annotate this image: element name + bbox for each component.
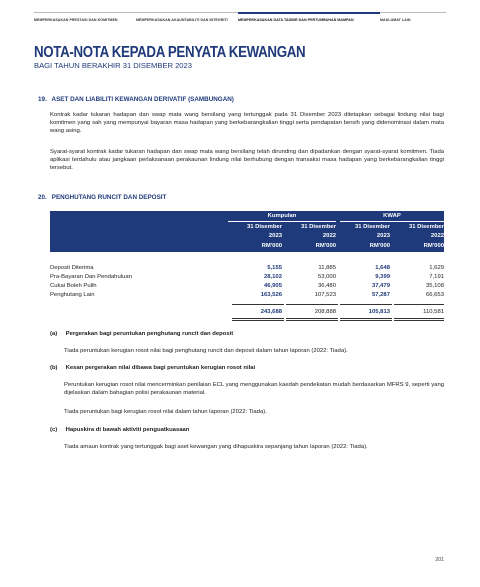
column-header-line: 31 Disember bbox=[354, 224, 390, 230]
column-header-line: 31 Disember bbox=[300, 224, 336, 230]
column-header-line: 2023 bbox=[268, 233, 282, 240]
nav-item-data-tadbir[interactable]: MEMPERKASAKAN DATA TADBIR DAN PERTUMBUHAN MAMPAN bbox=[238, 12, 380, 22]
column-header-line: RM'000 bbox=[261, 242, 282, 249]
subsection-b-title: Kesan pergerakan nilai dibawa bagi peruntukan kerugian rosot nilai bbox=[65, 365, 256, 371]
subsection-b-heading bbox=[50, 365, 255, 371]
section-19-heading bbox=[38, 96, 234, 103]
subsection-c-letter: (c) bbox=[50, 427, 58, 433]
nav-item-akauntabiliti[interactable]: MEMPERKASAKAN AKAUNTABILITI DAN INTEGRITI bbox=[136, 12, 238, 22]
table-row bbox=[50, 274, 444, 283]
subsection-a-letter: (a) bbox=[50, 331, 58, 337]
row-label: Pra-Bayaran Dan Pendahuluan bbox=[50, 274, 132, 280]
total-rule-top bbox=[232, 304, 284, 305]
subsection-c-paragraph: Tiada amaun kontrak yang tertunggak bagi aset kewangan yang dihapuskira sepanjang tahun laporan (2022: Tiada). bbox=[64, 444, 368, 450]
subsection-a-heading bbox=[50, 331, 233, 337]
page-number: 201 bbox=[435, 557, 444, 563]
section-20-number: 20. bbox=[38, 194, 47, 201]
total-rule-bottom bbox=[232, 320, 284, 321]
table-cell: 66,653 bbox=[425, 292, 444, 298]
table-cell: 1,648 bbox=[375, 265, 390, 271]
table-cell: 7,191 bbox=[429, 274, 444, 280]
group-rule-kumpulan bbox=[228, 221, 336, 222]
section-20-title: PENGHUTANG RUNCIT DAN DEPOSIT bbox=[51, 194, 167, 201]
section-19-number: 19. bbox=[38, 96, 47, 103]
section-19-title: ASET DAN LIABILITI KEWANGAN DERIVATIF (SAMBUNGAN) bbox=[51, 96, 234, 103]
table-cell: 163,526 bbox=[260, 292, 282, 298]
section-19-paragraph-2: Syarat-syarat kontrak kadar tukaran hadapan dan swap mata wang bersilang telah dirunding dan dipadankan dengan syarat-syarat komitmen. Tiada aplikasi terdahulu atau jangkaan perlaksanaan perakaunan lindung nilai berhubung dengan transaksi masa hadapan yang berkebarangkalian tinggi tersebut. bbox=[50, 149, 444, 171]
row-label: Deposit Diterima bbox=[50, 265, 94, 271]
column-header-line: 31 Disember bbox=[408, 224, 444, 230]
column-header-line: 31 Disember bbox=[246, 224, 282, 230]
column-header-line: 2022 bbox=[322, 233, 336, 240]
nav-item-maklumat-lain[interactable]: MAKLUMAT LAIN bbox=[380, 12, 446, 22]
column-header-line: RM'000 bbox=[315, 242, 336, 249]
table-cell: 28,102 bbox=[263, 274, 282, 280]
page-title: NOTA-NOTA KEPADA PENYATA KEWANGAN bbox=[34, 44, 306, 61]
column-header-line: RM'000 bbox=[423, 242, 444, 249]
column-header bbox=[336, 223, 390, 251]
table-header bbox=[50, 211, 444, 252]
subsection-b-letter: (b) bbox=[50, 365, 58, 371]
subsection-b-paragraph-2: Tiada peruntukan bagi kerugian rosot nilai dalam tahun laporan (2022: Tiada). bbox=[64, 409, 267, 415]
table-cell: 46,905 bbox=[263, 283, 282, 289]
section-20-heading bbox=[38, 194, 166, 201]
total-rule-bottom bbox=[286, 320, 338, 321]
table-cell: 1,629 bbox=[429, 265, 444, 271]
subsection-c-title: Hapuskira di bawah aktiviti penguatkuasaan bbox=[65, 427, 190, 433]
subsection-c-heading bbox=[50, 427, 189, 433]
table-cell: 107,523 bbox=[314, 292, 336, 298]
total-rule-top bbox=[286, 304, 338, 305]
subsection-a-paragraph: Tiada peruntukan kerugian rosot nilai bagi penghutang runcit dan deposit dalam tahun laporan (2022: Tiada). bbox=[64, 348, 348, 354]
table-cell: 37,479 bbox=[371, 283, 390, 289]
subsection-b-paragraph-1: Peruntukan kerugian rosot nilai mencerminkan penilaian ECL yang menggunakan kaedah pendekatan mudah berdasarkan MFRS 9, seperti yang dijelaskan dalam bahagian polisi perakaunan material. bbox=[64, 382, 444, 396]
table-cell: 53,000 bbox=[317, 274, 336, 280]
table-row bbox=[50, 283, 444, 292]
group-header-kumpulan: Kumpulan bbox=[267, 213, 297, 219]
column-header-line: 2022 bbox=[430, 233, 444, 240]
total-rule-bottom bbox=[394, 320, 444, 321]
table-cell: 36,480 bbox=[317, 283, 336, 289]
column-header bbox=[228, 223, 282, 251]
top-navigation bbox=[34, 12, 446, 22]
total-cell: 243,688 bbox=[260, 309, 282, 315]
total-rule-bottom bbox=[340, 320, 392, 321]
column-header-line: 2023 bbox=[376, 233, 390, 240]
page-subtitle: BAGI TAHUN BERAKHIR 31 DISEMBER 2023 bbox=[34, 61, 192, 70]
section-19-paragraph-1: Kontrak kadar tukaran hadapan dan swap mata wang bersilang yang tertunggak pada 31 Disember 2023 ditetapkan sebagai lindung nilai bagi komitmen yang sah yang mempunyai bayaran masa hadapan yang berkebarangkalian tinggi serta pendapatan bersih yang didenominasi dalam mata wang asing. bbox=[50, 112, 444, 134]
table-cell: 35,108 bbox=[425, 283, 444, 289]
table-cell: 57,287 bbox=[371, 292, 390, 298]
total-rule-top bbox=[340, 304, 392, 305]
column-header-line: RM'000 bbox=[369, 242, 390, 249]
total-cell: 110,581 bbox=[423, 309, 444, 315]
nav-item-prestasi[interactable]: MEMPERKASAKAN PRESTASI DAN KOMITMEN bbox=[34, 12, 136, 22]
total-cell: 208,888 bbox=[314, 309, 336, 315]
group-header-kwap: KWAP bbox=[383, 213, 401, 219]
table-row bbox=[50, 265, 444, 274]
subsection-a-title: Pergerakan bagi peruntukan penghutang runcit dan deposit bbox=[65, 331, 234, 337]
row-label: Cukai Boleh Pulih bbox=[50, 283, 97, 289]
group-rule-kwap bbox=[340, 221, 444, 222]
row-label: Penghutang Lain bbox=[50, 292, 95, 298]
column-header bbox=[390, 223, 444, 251]
table-cell: 5,155 bbox=[267, 265, 282, 271]
table-row bbox=[50, 292, 444, 301]
total-cell: 105,813 bbox=[368, 309, 390, 315]
table-cell: 11,885 bbox=[318, 265, 336, 271]
column-header bbox=[282, 223, 336, 251]
total-rule-top bbox=[394, 304, 444, 305]
table-cell: 9,399 bbox=[375, 274, 390, 280]
